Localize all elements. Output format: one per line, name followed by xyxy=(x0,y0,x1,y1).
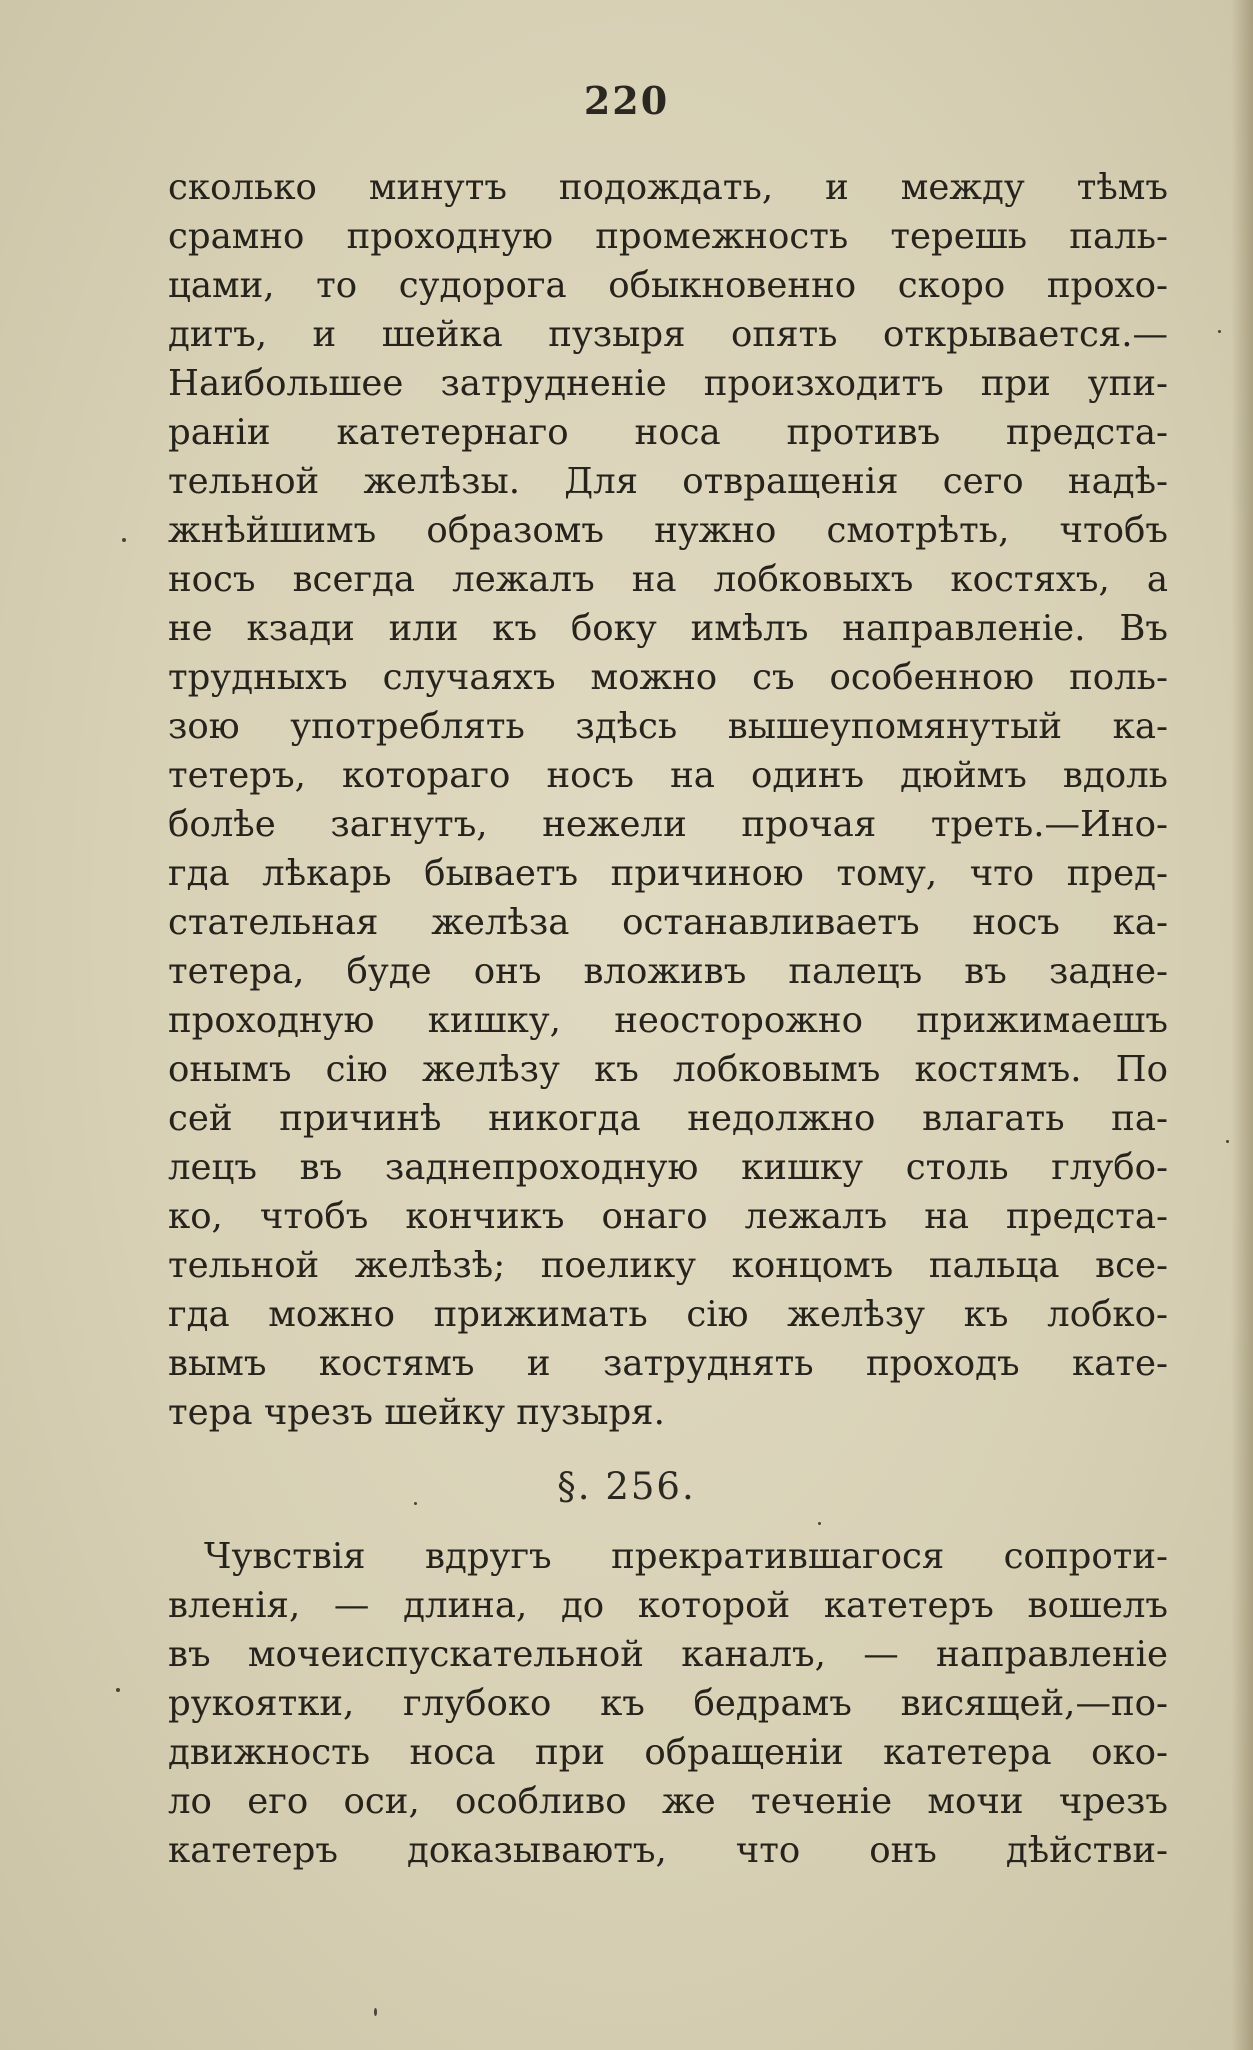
text-line: въ мочеиспускательной каналъ, — направленіе xyxy=(168,1634,1168,1675)
text-line: тера чрезъ шейку пузыря. xyxy=(168,1392,665,1433)
text-line: гда можно прижимать сію желѣзу къ лобко- xyxy=(168,1294,1168,1335)
text-line: Чувствія вдругъ прекратившагося сопроти- xyxy=(204,1536,1168,1577)
paragraph-1 xyxy=(168,163,1168,1437)
text-line: не кзади или къ боку имѣлъ направленіе. Въ xyxy=(168,608,1168,649)
text-line: цами, то судорога обыкновенно скоро прохо- xyxy=(168,265,1168,306)
paragraph-2 xyxy=(168,1532,1168,1875)
paper-speck xyxy=(818,1522,821,1525)
text-line: сколько минутъ подождать, и между тѣмъ xyxy=(168,167,1168,208)
page-binding-shadow xyxy=(1231,0,1253,2050)
text-line: тельной желѣзы. Для отвращенія сего надѣ- xyxy=(168,461,1168,502)
text-line: гда лѣкарь бываетъ причиною тому, что пред- xyxy=(168,853,1168,894)
text-line: проходную кишку, неосторожно прижимаешъ xyxy=(168,1000,1168,1041)
text-line: тетеръ, котораго носъ на одинъ дюймъ вдоль xyxy=(168,755,1168,796)
text-line: Наибольшее затрудненіе произходитъ при упи- xyxy=(168,363,1168,404)
text-line: сей причинѣ никогда недолжно влагать па- xyxy=(168,1098,1168,1139)
text-line: лецъ въ заднепроходную кишку столь глубо- xyxy=(168,1147,1168,1188)
paper-speck xyxy=(122,538,126,542)
text-line: движность носа при обращеніи катетера око- xyxy=(168,1732,1168,1773)
text-line: носъ всегда лежалъ на лобковыхъ костяхъ, а xyxy=(168,559,1168,600)
text-line: ло его оси, особливо же теченіе мочи чрезъ xyxy=(168,1781,1168,1822)
paper-speck xyxy=(1226,1140,1229,1143)
text-line: тельной желѣзѣ; поелику концомъ пальца все- xyxy=(168,1245,1168,1286)
text-line: раніи катетернаго носа противъ предста- xyxy=(168,412,1168,453)
text-line: тетера, буде онъ вложивъ палецъ въ задне- xyxy=(168,951,1168,992)
text-line: вымъ костямъ и затруднять проходъ кате- xyxy=(168,1343,1168,1384)
text-line: зою употреблять здѣсь вышеупомянутый ка- xyxy=(168,706,1168,747)
text-line: стательная желѣза останавливаетъ носъ ка- xyxy=(168,902,1168,943)
text-line: болѣе загнутъ, нежели прочая треть.—Ино- xyxy=(168,804,1168,845)
page-number: 220 xyxy=(583,78,670,123)
text-line: вленія, — длина, до которой катетеръ вошелъ xyxy=(168,1585,1168,1626)
section-heading: §. 256. xyxy=(557,1465,696,1508)
text-line: онымъ сію желѣзу къ лобковымъ костямъ. По xyxy=(168,1049,1168,1090)
paper-speck xyxy=(1218,330,1221,333)
paper-speck xyxy=(414,1502,417,1505)
paper-speck xyxy=(374,2008,377,2016)
text-line: ко, чтобъ кончикъ онаго лежалъ на предста- xyxy=(168,1196,1168,1237)
text-line: срамно проходную промежность терешь паль- xyxy=(168,216,1168,257)
text-line: трудныхъ случаяхъ можно съ особенною поль- xyxy=(168,657,1168,698)
paper-speck xyxy=(116,1688,120,1692)
text-line: жнѣйшимъ образомъ нужно смотрѣть, чтобъ xyxy=(168,510,1168,551)
text-line: катетеръ доказываютъ, что онъ дѣйстви- xyxy=(168,1830,1168,1871)
text-line: дитъ, и шейка пузыря опять открывается.— xyxy=(168,314,1168,355)
text-line: рукоятки, глубоко къ бедрамъ висящей,—по- xyxy=(168,1683,1168,1724)
